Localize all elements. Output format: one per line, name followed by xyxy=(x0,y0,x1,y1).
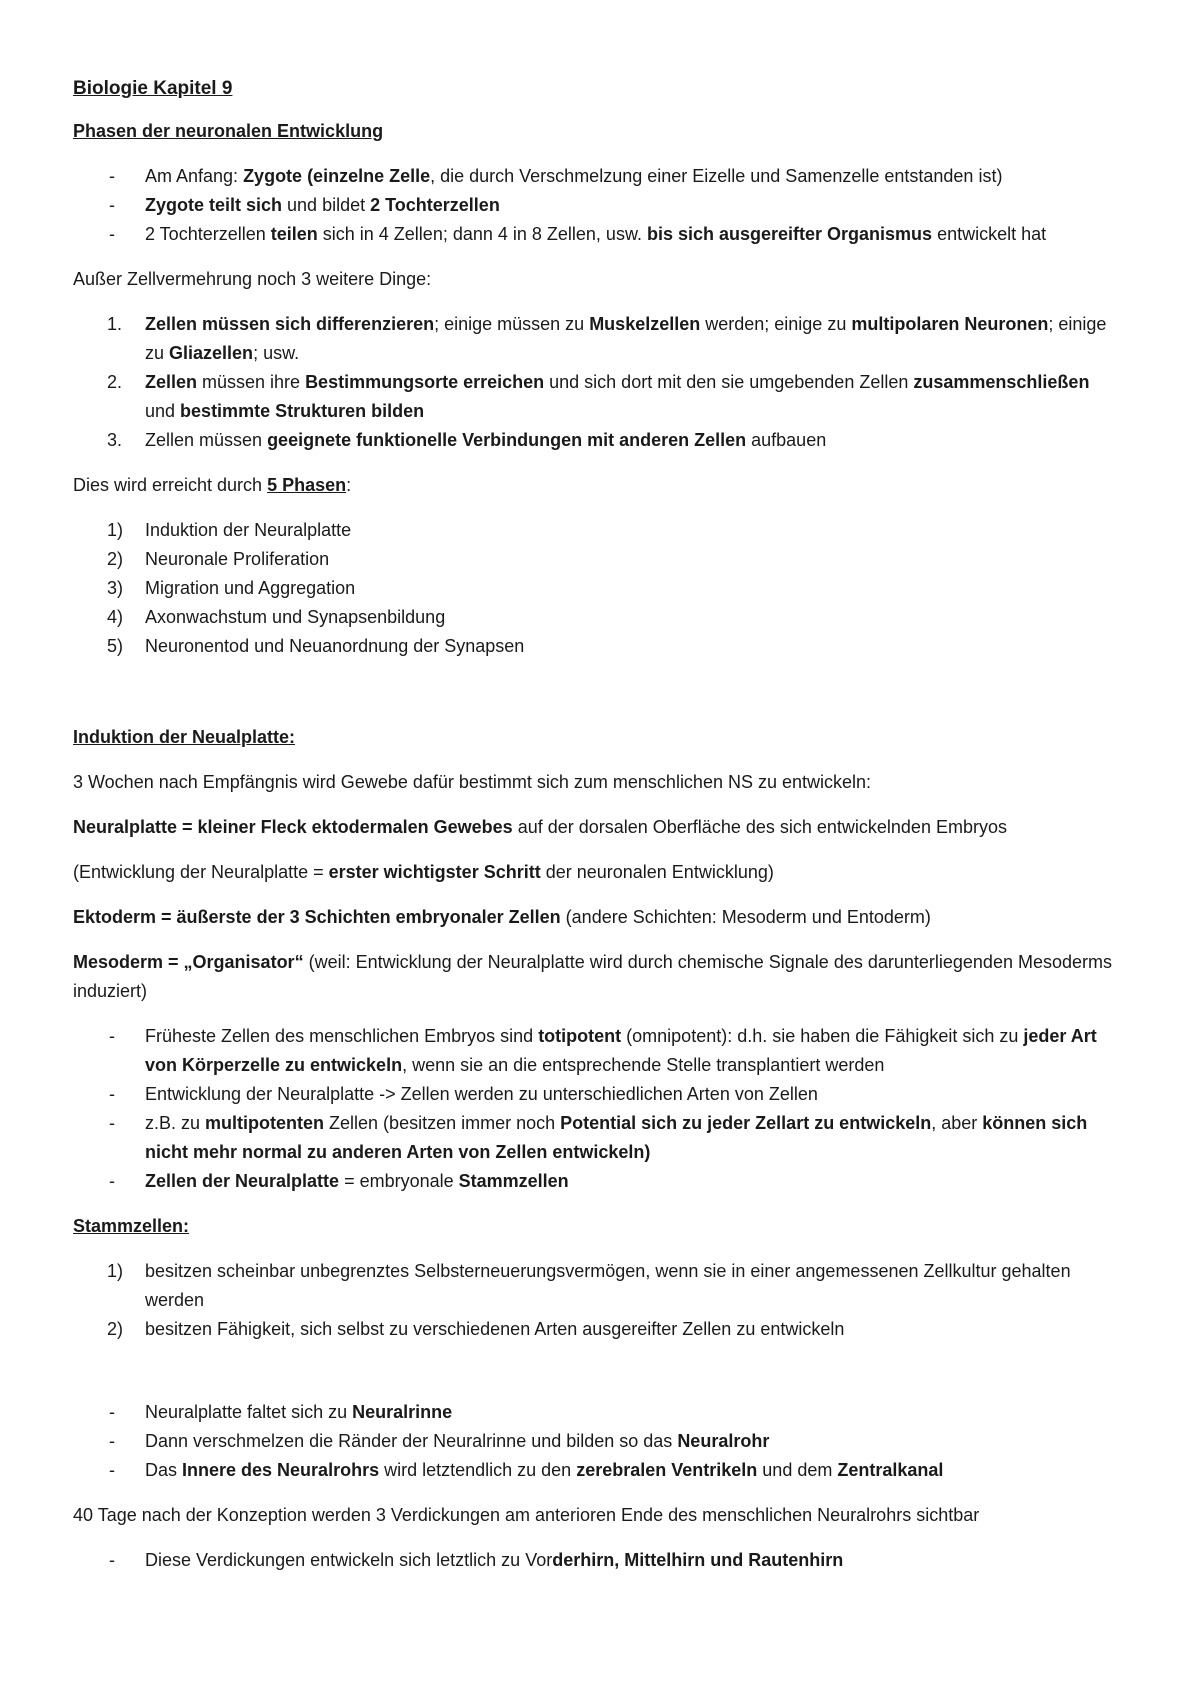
section-heading-induktion: Induktion der Neualplatte: xyxy=(73,727,296,747)
list-item xyxy=(73,632,1120,661)
list-item xyxy=(73,191,1120,220)
text-run: , aber xyxy=(931,1113,983,1133)
bold-run: bestimmte Strukturen bilden xyxy=(180,401,425,421)
text-run: der neuronalen Entwicklung) xyxy=(540,862,774,882)
number-marker: 2) xyxy=(107,549,124,569)
document-title: Biologie Kapitel 9 xyxy=(73,78,233,99)
bold-run: 5 Phasen xyxy=(267,475,347,495)
bold-run: Zentralkanal xyxy=(837,1460,944,1480)
bold-run: Stammzellen xyxy=(458,1171,569,1191)
bold-run: Neuralrinne xyxy=(352,1402,453,1422)
text-run: = embryonale xyxy=(339,1171,459,1191)
bold-run: geeignete funktionelle Verbindungen mit anderen Zellen xyxy=(267,430,747,450)
text-run: Entwicklung der Neuralplatte -> Zellen werden zu unterschiedlichen Arten von Zellen xyxy=(145,1084,818,1104)
list-item xyxy=(73,1022,1120,1080)
text-run: sich in 4 Zellen; dann 4 in 8 Zellen, usw. xyxy=(317,224,647,244)
bold-run: Potential sich zu jeder Zellart zu entwickeln xyxy=(560,1113,932,1133)
list-item xyxy=(73,426,1120,455)
list-item xyxy=(73,603,1120,632)
dash-marker: - xyxy=(109,1113,115,1133)
dash-marker: - xyxy=(109,224,115,244)
bullet-list-hirn xyxy=(73,1546,1120,1575)
text-run: (weil: Entwicklung der Neuralplatte wird durch chemische Signale des darunterliegenden Mesoderms induziert) xyxy=(73,952,1112,1001)
section-heading-phasen: Phasen der neuronalen Entwicklung xyxy=(73,121,384,141)
bold-run: Zellen der Neuralplatte xyxy=(145,1171,340,1191)
list-item xyxy=(73,1257,1120,1315)
text-run: z.B. zu xyxy=(145,1113,206,1133)
list-item xyxy=(73,1167,1120,1196)
text-run: Das xyxy=(145,1460,183,1480)
list-item xyxy=(73,1315,1120,1344)
bold-run: Zygote (einzelne Zelle xyxy=(243,166,431,186)
bold-run: Bestimmungsorte erreichen xyxy=(305,372,545,392)
bold-run: zerebralen Ventrikeln xyxy=(576,1460,758,1480)
list-item xyxy=(73,220,1120,249)
bold-run: Muskelzellen xyxy=(589,314,701,334)
text-run: , die durch Verschmelzung einer Eizelle und Samenzelle entstanden ist) xyxy=(430,166,1003,186)
bold-run: Mesoderm = „Organisator“ xyxy=(73,952,304,972)
bold-run: erster wichtigster Schritt xyxy=(328,862,541,882)
bold-run: totipotent xyxy=(538,1026,622,1046)
paragraph xyxy=(73,903,1120,932)
text-run: besitzen scheinbar unbegrenztes Selbsterneuerungsvermögen, wenn sie in einer angemessenen Zellkultur gehalten werden xyxy=(145,1261,1071,1310)
text-run: (andere Schichten: Mesoderm und Entoderm) xyxy=(560,907,931,927)
text-run: : xyxy=(346,475,352,495)
dash-marker: - xyxy=(109,195,115,215)
text-run: Am Anfang: xyxy=(145,166,244,186)
text-run: (omnipotent): d.h. sie haben die Fähigkeit sich zu xyxy=(621,1026,1024,1046)
bold-run: Zygote teilt sich xyxy=(145,195,283,215)
list-item xyxy=(73,574,1120,603)
text-run: besitzen Fähigkeit, sich selbst zu verschiedenen Arten ausgereifter Zellen zu entwickeln xyxy=(145,1319,845,1339)
number-marker: 1) xyxy=(107,520,124,540)
text-run: und bildet xyxy=(282,195,371,215)
bold-run: Neuralplatte = kleiner Fleck ektodermalen Gewebes xyxy=(73,817,513,837)
bullet-list-totipotent xyxy=(73,1022,1120,1196)
list-item xyxy=(73,1546,1120,1575)
bold-run: 2 Tochterzellen xyxy=(370,195,500,215)
bullet-list-neuralrohr xyxy=(73,1398,1120,1485)
number-marker: 5) xyxy=(107,636,124,656)
list-item xyxy=(73,1080,1120,1109)
bold-run: multipotenten xyxy=(205,1113,325,1133)
section-heading-stammzellen: Stammzellen: xyxy=(73,1216,190,1236)
dash-marker: - xyxy=(109,1402,115,1422)
text-run: Neuronentod und Neuanordnung der Synapsen xyxy=(145,636,525,656)
text-run: und dem xyxy=(757,1460,838,1480)
stammzellen-list xyxy=(73,1257,1120,1344)
bold-run: multipolaren Neuronen xyxy=(851,314,1049,334)
text-run: entwickelt hat xyxy=(932,224,1047,244)
text-run: Früheste Zellen des menschlichen Embryos sind xyxy=(145,1026,539,1046)
list-item xyxy=(73,516,1120,545)
number-marker: 4) xyxy=(107,607,124,627)
dash-marker: - xyxy=(109,1550,115,1570)
dash-marker: - xyxy=(109,1084,115,1104)
list-item xyxy=(73,162,1120,191)
text-run: (Entwicklung der Neuralplatte = xyxy=(73,862,329,882)
text-run: Axonwachstum und Synapsenbildung xyxy=(145,607,446,627)
paragraph xyxy=(73,858,1120,887)
list-item xyxy=(73,1398,1120,1427)
bold-run: derhirn, Mittelhirn und Rautenhirn xyxy=(552,1550,844,1570)
bold-run: Ektoderm = äußerste der 3 Schichten embryonaler Zellen xyxy=(73,907,561,927)
paragraph: 40 Tage nach der Konzeption werden 3 Verdickungen am anterioren Ende des menschlichen Neuralrohrs sichtbar xyxy=(73,1505,980,1525)
number-marker: 2. xyxy=(107,372,123,392)
bold-run: zusammenschließen xyxy=(913,372,1090,392)
bullet-list-zygote xyxy=(73,162,1120,249)
text-run: Induktion der Neuralplatte xyxy=(145,520,352,540)
bold-run: teilen xyxy=(270,224,318,244)
text-run: müssen ihre xyxy=(197,372,306,392)
bold-run: Gliazellen xyxy=(169,343,254,363)
list-item xyxy=(73,1427,1120,1456)
text-run: aufbauen xyxy=(746,430,827,450)
paragraph: 3 Wochen nach Empfängnis wird Gewebe dafür bestimmt sich zum menschlichen NS zu entwickeln: xyxy=(73,772,872,792)
text-run: Zellen (besitzen immer noch xyxy=(324,1113,561,1133)
number-marker: 2) xyxy=(107,1319,124,1339)
dash-marker: - xyxy=(109,166,115,186)
list-item xyxy=(73,310,1120,368)
bold-run: Innere des Neuralrohrs xyxy=(182,1460,380,1480)
text-run: 2 Tochterzellen xyxy=(145,224,271,244)
spacer xyxy=(73,677,1120,723)
number-marker: 3) xyxy=(107,578,124,598)
spacer xyxy=(73,1360,1120,1398)
phases-list xyxy=(73,516,1120,661)
text-run: und sich dort mit den sie umgebenden Zellen xyxy=(544,372,914,392)
text-run: Diese Verdickungen entwickeln sich letztlich zu Vor xyxy=(145,1550,553,1570)
dash-marker: - xyxy=(109,1460,115,1480)
text-run: Neuronale Proliferation xyxy=(145,549,330,569)
bold-run: können sich nicht mehr normal zu anderen Arten von Zellen entwickeln) xyxy=(145,1113,1088,1162)
number-marker: 1. xyxy=(107,314,123,334)
text-run: auf der dorsalen Oberfläche des sich entwickelnden Embryos xyxy=(512,817,1007,837)
dash-marker: - xyxy=(109,1171,115,1191)
text-run: , wenn sie an die entsprechende Stelle transplantiert werden xyxy=(402,1055,885,1075)
text-run: und xyxy=(145,401,181,421)
bold-run: jeder Art von Körperzelle zu entwickeln xyxy=(145,1026,1097,1075)
bold-run: Zellen müssen sich differenzieren xyxy=(145,314,435,334)
paragraph-zellvermehrung: Außer Zellvermehrung noch 3 weitere Dinge: xyxy=(73,269,432,289)
bold-run: Neuralrohr xyxy=(677,1431,770,1451)
dash-marker: - xyxy=(109,1431,115,1451)
number-marker: 3. xyxy=(107,430,123,450)
numbered-list-dinge xyxy=(73,310,1120,455)
list-item xyxy=(73,545,1120,574)
text-run: Migration und Aggregation xyxy=(145,578,356,598)
dash-marker: - xyxy=(109,1026,115,1046)
paragraph xyxy=(73,948,1120,1006)
text-run: ; einige müssen zu xyxy=(434,314,590,334)
text-run: Zellen müssen xyxy=(145,430,268,450)
list-item xyxy=(73,1109,1120,1167)
text-run: Dies wird erreicht durch xyxy=(73,475,268,495)
text-run: wird letztendlich zu den xyxy=(379,1460,577,1480)
text-run: Neuralplatte faltet sich zu xyxy=(145,1402,353,1422)
paragraph-phasen-intro xyxy=(73,471,1120,500)
number-marker: 1) xyxy=(107,1261,124,1281)
bold-run: Zellen xyxy=(145,372,198,392)
text-run: ; usw. xyxy=(253,343,300,363)
paragraph xyxy=(73,813,1120,842)
bold-run: bis sich ausgereifter Organismus xyxy=(646,224,933,244)
list-item xyxy=(73,1456,1120,1485)
list-item xyxy=(73,368,1120,426)
text-run: werden; einige zu xyxy=(700,314,852,334)
text-run: ; einige zu xyxy=(145,314,1107,363)
text-run: Dann verschmelzen die Ränder der Neuralrinne und bilden so das xyxy=(145,1431,678,1451)
